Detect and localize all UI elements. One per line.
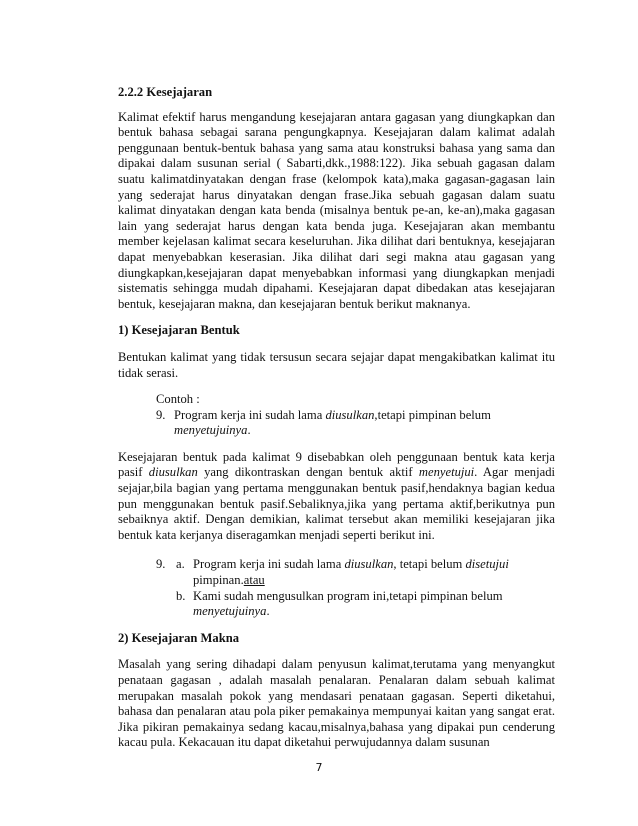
section-heading-kesejajaran: 2.2.2 Kesejajaran xyxy=(118,85,213,99)
explanation-italic-word: menyetujui xyxy=(418,465,475,480)
revised-example-b-text: Kami sudah mengusulkan program ini,tetapi pimpinan belum xyxy=(193,588,503,603)
revised-example-b xyxy=(156,589,555,605)
revised-example-number: 9. xyxy=(156,557,166,572)
paragraph-makna: Masalah yang sering dihadapi dalam penyusun kalimat,terutama yang menyangkut penataan gagasan , adalah masalah penalaran. Penalaran dalam sebuah kalimat merupakan masalah pokok yang mendasari penataan gagasan. Seperti diketahui, bahasa dan penalaran atau pola piker pemakainya mempunyai kaitan yang sangat erat. Jika pikiran pemakainya sedang kacau,misalnya,bahasa yang dipakai pun cenderung kacau pula. Kekacauan itu dapat diketahui perwujudannya dalam susunan xyxy=(118,657,555,750)
revised-text: pimpinan. xyxy=(193,573,244,588)
explanation-text: . Agar menjadi sejajar,bila bagian yang pertama menggunakan bentuk pasif,hendaknya bagian kedua pun menggunakan bentuk pasif.Sebaliknya,jika yang pertama aktif,berikutnya pun sebaiknya aktif. Dengan demikian, kalimat tersebut akan memiliki kesejajaran jika bentuk kata kerjanya diseragamkan menjadi seperti berikut ini. xyxy=(118,465,555,542)
example-italic-word: menyetujuinya xyxy=(174,423,248,438)
paragraph-kesejajaran: Kalimat efektif harus mengandung kesejajaran antara gagasan yang diungkapkan dan bentuk bahasa sebagai sarana pengungkapnya. Kesejajaran dalam kalimat adalah penggunaan bentuk-bentuk bahasa yang sama atau konstruksi bahasa yang sama dan dipakai dalam susunan serial ( Sabarti,dkk.,1988:122). Jika sebuah gagasan dalam suatu kalimatdinyatakan dengan frase (kelompok kata),maka gagasan-gagasan lain yang sederajat harus dinyatakan dengan frase.Jika sebuah gagasan dalam suatu kalimat dinyatakan dengan kata benda (misalnya bentuk pe-an, ke-an),maka gagasan lain yang sederajat harus dengan kata benda juga. Kesejajaran akan membantu member kejelasan kalimat secara keseluruhan. Jika dilihat dari bentuknya, kesejajaran dapat menyebabkan keserasian. Jika dilihat dari segi makna atau gagasan yang diungkapkan,kesejajaran dapat menyebabkan informasi yang diungkapkan menjadi sistematis sehingga mudah dipahami. Kesejajaran dapat dibedakan atas kesejajaran bentuk, kesejajaran makna, dan kesejajaran bentuk berikut maknanya. xyxy=(118,109,555,311)
revised-italic-word: menyetujuinya xyxy=(193,604,267,619)
example-text: ,tetapi pimpinan belum xyxy=(374,407,491,422)
section-heading-kesejajaran-makna: 2) Kesejajaran Makna xyxy=(118,630,240,645)
revised-italic-word: disetujui xyxy=(465,557,509,572)
explanation-text: Kesejajaran bentuk pada kalimat 9 disebabkan oleh penggunaan bentuk kata kerja pasif xyxy=(118,449,555,480)
example-continuation xyxy=(156,423,555,439)
explanation-italic-word: diusulkan xyxy=(148,465,198,480)
revised-text: , tetapi belum xyxy=(393,557,466,572)
revised-italic-word: diusulkan xyxy=(344,557,394,572)
example-italic-word: diusulkan xyxy=(325,407,375,422)
revised-example-b-continuation xyxy=(156,604,555,620)
example-label: Contoh : xyxy=(156,392,200,407)
revised-text: Program kerja ini sudah lama xyxy=(193,557,345,572)
example-text: Program kerja ini sudah lama xyxy=(174,407,326,422)
revised-example-a xyxy=(156,557,555,573)
revised-example-block xyxy=(118,557,555,619)
example-sentence xyxy=(174,408,555,424)
revised-example-a-continuation xyxy=(156,573,555,589)
page-number: 7 xyxy=(315,761,323,774)
revised-example-a-text xyxy=(193,557,555,573)
revised-underlined-word: atau xyxy=(243,573,265,588)
section-heading-kesejajaran-bentuk: 1) Kesejajaran Bentuk xyxy=(118,323,240,338)
page-content xyxy=(118,85,555,751)
example-item xyxy=(156,408,555,424)
revised-example-letter-b: b. xyxy=(176,588,186,603)
explanation-text: yang dikontraskan dengan bentuk aktif xyxy=(197,465,419,480)
revised-example-letter-a: a. xyxy=(176,557,185,572)
example-number: 9. xyxy=(156,407,166,422)
paragraph-bentuk-intro: Bentukan kalimat yang tidak tersusun secara sejajar dapat mengakibatkan kalimat itu tidak serasi. xyxy=(118,349,555,380)
example-block xyxy=(118,392,555,439)
example-text: . xyxy=(247,423,251,438)
revised-text: . xyxy=(266,604,270,619)
paragraph-bentuk-explanation xyxy=(118,450,555,544)
